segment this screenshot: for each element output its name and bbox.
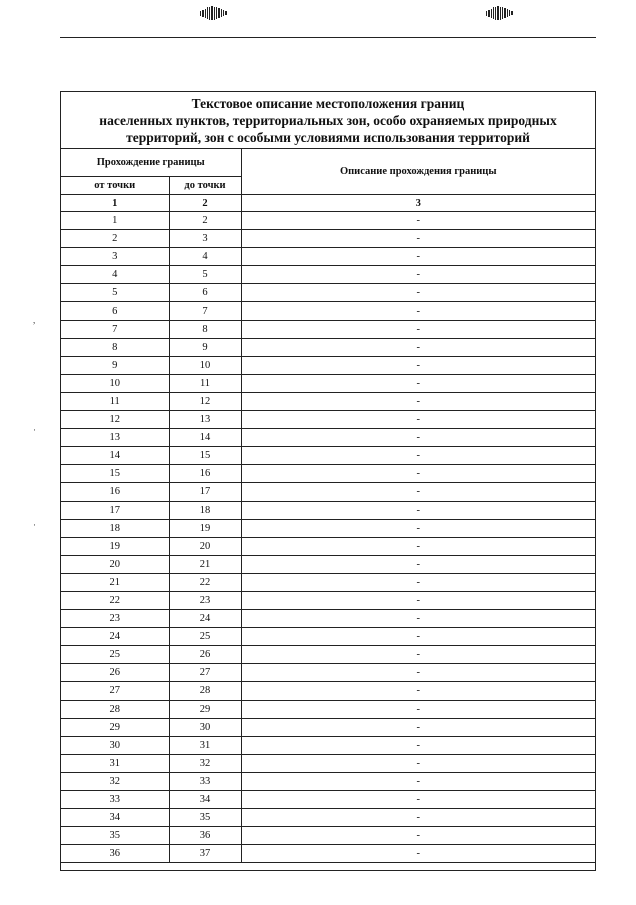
cell-from-point: 25 — [61, 646, 169, 664]
cell-description: - — [241, 483, 595, 501]
cell-to-point: 11 — [169, 374, 241, 392]
cell-description: - — [241, 809, 595, 827]
cell-from-point: 23 — [61, 610, 169, 628]
cell-description: - — [241, 573, 595, 591]
boundary-table — [61, 149, 595, 863]
cell-to-point: 8 — [169, 320, 241, 338]
table-row — [61, 302, 595, 320]
table-row — [61, 212, 595, 230]
cell-from-point: 14 — [61, 447, 169, 465]
cell-from-point: 19 — [61, 537, 169, 555]
cell-to-point: 29 — [169, 700, 241, 718]
table-row — [61, 791, 595, 809]
cell-from-point: 4 — [61, 266, 169, 284]
cell-description: - — [241, 827, 595, 845]
cell-to-point: 12 — [169, 392, 241, 410]
barcode-stamp-right-icon — [486, 6, 513, 20]
cell-to-point: 18 — [169, 501, 241, 519]
table-row — [61, 591, 595, 609]
title-line: территорий, зон с особыми условиями использования территорий — [126, 130, 530, 145]
document-title — [61, 92, 595, 149]
cell-from-point: 5 — [61, 284, 169, 302]
cell-from-point: 8 — [61, 338, 169, 356]
table-row — [61, 411, 595, 429]
cell-to-point: 7 — [169, 302, 241, 320]
table-row — [61, 429, 595, 447]
cell-to-point: 23 — [169, 591, 241, 609]
cell-from-point: 22 — [61, 591, 169, 609]
cell-description: - — [241, 537, 595, 555]
table-row — [61, 284, 595, 302]
cell-from-point: 31 — [61, 754, 169, 772]
table-row — [61, 827, 595, 845]
cell-from-point: 17 — [61, 501, 169, 519]
cell-to-point: 21 — [169, 555, 241, 573]
cell-to-point: 3 — [169, 230, 241, 248]
title-line: населенных пунктов, территориальных зон, особо охраняемых природных — [99, 113, 557, 128]
table-row — [61, 646, 595, 664]
cell-to-point: 31 — [169, 736, 241, 754]
cell-from-point: 11 — [61, 392, 169, 410]
table-row — [61, 610, 595, 628]
header-boundary-passage: Прохождение границы — [61, 149, 241, 177]
table-row — [61, 754, 595, 772]
column-number: 3 — [241, 195, 595, 212]
cell-description: - — [241, 501, 595, 519]
table-bottom-gap — [61, 863, 595, 870]
scan-speck-icon: , — [33, 315, 36, 325]
cell-description: - — [241, 736, 595, 754]
cell-description: - — [241, 628, 595, 646]
cell-description: - — [241, 284, 595, 302]
table-row — [61, 392, 595, 410]
cell-description: - — [241, 718, 595, 736]
cell-to-point: 13 — [169, 411, 241, 429]
cell-to-point: 32 — [169, 754, 241, 772]
cell-description: - — [241, 392, 595, 410]
cell-description: - — [241, 374, 595, 392]
table-row — [61, 374, 595, 392]
cell-from-point: 26 — [61, 664, 169, 682]
cell-from-point: 28 — [61, 700, 169, 718]
cell-description: - — [241, 230, 595, 248]
cell-from-point: 29 — [61, 718, 169, 736]
cell-from-point: 15 — [61, 465, 169, 483]
cell-description: - — [241, 429, 595, 447]
table-row — [61, 501, 595, 519]
cell-to-point: 30 — [169, 718, 241, 736]
table-row — [61, 519, 595, 537]
cell-description: - — [241, 646, 595, 664]
table-row — [61, 555, 595, 573]
cell-description: - — [241, 447, 595, 465]
cell-description: - — [241, 591, 595, 609]
table-row — [61, 664, 595, 682]
cell-to-point: 36 — [169, 827, 241, 845]
table-row — [61, 845, 595, 863]
cell-from-point: 13 — [61, 429, 169, 447]
cell-description: - — [241, 320, 595, 338]
cell-description: - — [241, 772, 595, 790]
cell-to-point: 19 — [169, 519, 241, 537]
cell-description: - — [241, 664, 595, 682]
cell-description: - — [241, 465, 595, 483]
cell-from-point: 12 — [61, 411, 169, 429]
cell-from-point: 6 — [61, 302, 169, 320]
cell-to-point: 17 — [169, 483, 241, 501]
table-row — [61, 230, 595, 248]
cell-from-point: 20 — [61, 555, 169, 573]
top-rule — [60, 37, 596, 38]
cell-to-point: 35 — [169, 809, 241, 827]
table-row — [61, 338, 595, 356]
scan-speck-icon: · — [33, 520, 36, 530]
table-body — [61, 212, 595, 863]
cell-description: - — [241, 411, 595, 429]
cell-from-point: 10 — [61, 374, 169, 392]
cell-to-point: 2 — [169, 212, 241, 230]
cell-from-point: 1 — [61, 212, 169, 230]
cell-to-point: 28 — [169, 682, 241, 700]
cell-from-point: 18 — [61, 519, 169, 537]
cell-to-point: 25 — [169, 628, 241, 646]
cell-description: - — [241, 610, 595, 628]
header-from-point: от точки — [61, 177, 169, 195]
cell-description: - — [241, 700, 595, 718]
cell-description: - — [241, 248, 595, 266]
table-row — [61, 718, 595, 736]
column-number: 1 — [61, 195, 169, 212]
scan-speck-icon: · — [33, 425, 36, 435]
cell-to-point: 24 — [169, 610, 241, 628]
cell-from-point: 27 — [61, 682, 169, 700]
cell-from-point: 21 — [61, 573, 169, 591]
table-row — [61, 537, 595, 555]
column-number: 2 — [169, 195, 241, 212]
table-row — [61, 248, 595, 266]
barcode-stamp-left-icon — [200, 6, 227, 20]
table-row — [61, 628, 595, 646]
table-row — [61, 809, 595, 827]
cell-to-point: 22 — [169, 573, 241, 591]
cell-description: - — [241, 302, 595, 320]
cell-to-point: 5 — [169, 266, 241, 284]
table-row — [61, 356, 595, 374]
table-row — [61, 483, 595, 501]
cell-to-point: 33 — [169, 772, 241, 790]
table-row — [61, 320, 595, 338]
table-row — [61, 465, 595, 483]
cell-from-point: 30 — [61, 736, 169, 754]
title-line: Текстовое описание местоположения границ — [191, 96, 465, 111]
cell-description: - — [241, 845, 595, 863]
cell-description: - — [241, 212, 595, 230]
cell-from-point: 24 — [61, 628, 169, 646]
table-row — [61, 700, 595, 718]
cell-to-point: 10 — [169, 356, 241, 374]
cell-to-point: 9 — [169, 338, 241, 356]
cell-description: - — [241, 519, 595, 537]
table-row — [61, 266, 595, 284]
cell-description: - — [241, 791, 595, 809]
header-boundary-description: Описание прохождения границы — [241, 149, 595, 195]
cell-to-point: 4 — [169, 248, 241, 266]
table-row — [61, 736, 595, 754]
cell-to-point: 27 — [169, 664, 241, 682]
table-row — [61, 772, 595, 790]
cell-to-point: 37 — [169, 845, 241, 863]
cell-from-point: 16 — [61, 483, 169, 501]
cell-description: - — [241, 682, 595, 700]
cell-to-point: 15 — [169, 447, 241, 465]
cell-from-point: 34 — [61, 809, 169, 827]
header-to-point: до точки — [169, 177, 241, 195]
table-row — [61, 682, 595, 700]
table-row — [61, 573, 595, 591]
cell-to-point: 16 — [169, 465, 241, 483]
cell-from-point: 36 — [61, 845, 169, 863]
cell-from-point: 32 — [61, 772, 169, 790]
table-row — [61, 447, 595, 465]
cell-description: - — [241, 356, 595, 374]
cell-to-point: 6 — [169, 284, 241, 302]
cell-from-point: 35 — [61, 827, 169, 845]
cell-description: - — [241, 555, 595, 573]
cell-from-point: 3 — [61, 248, 169, 266]
cell-to-point: 20 — [169, 537, 241, 555]
cell-from-point: 9 — [61, 356, 169, 374]
cell-to-point: 14 — [169, 429, 241, 447]
cell-description: - — [241, 338, 595, 356]
cell-description: - — [241, 754, 595, 772]
boundary-description-form — [60, 91, 596, 871]
cell-to-point: 26 — [169, 646, 241, 664]
cell-from-point: 2 — [61, 230, 169, 248]
cell-to-point: 34 — [169, 791, 241, 809]
cell-from-point: 33 — [61, 791, 169, 809]
cell-description: - — [241, 266, 595, 284]
cell-from-point: 7 — [61, 320, 169, 338]
